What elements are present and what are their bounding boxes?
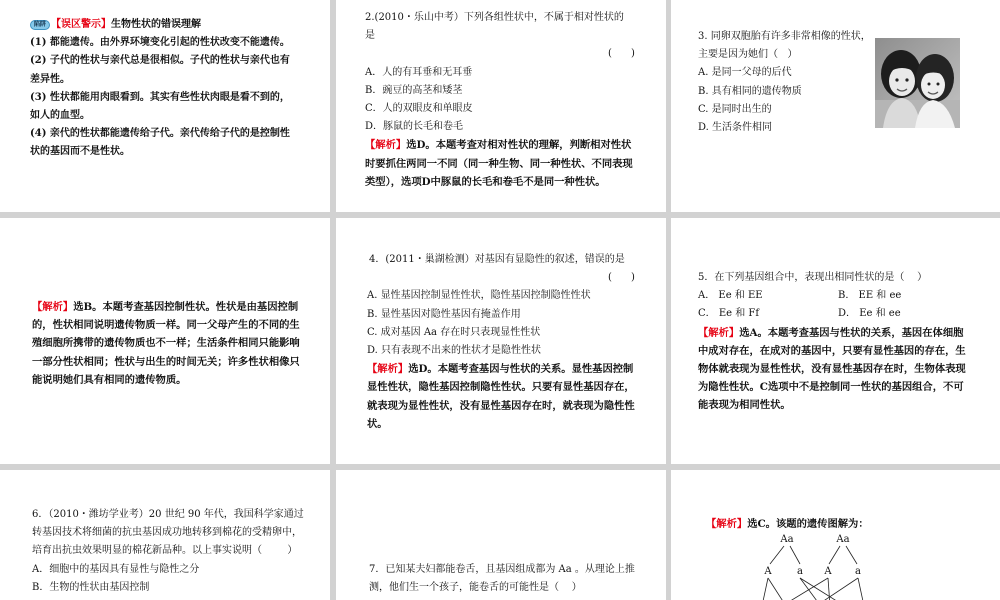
question-block <box>369 561 635 597</box>
analysis-line <box>32 298 300 316</box>
question-text: 6．（2010・潍坊学业考）20 世纪 90 年代，我国科学家通过 <box>32 509 304 520</box>
gamete-label: A <box>764 566 772 577</box>
option-b: B． EE 和 ee <box>838 290 902 302</box>
question-text: 测，他们生一个孩子，能卷舌的可能性是（ ） <box>369 582 582 594</box>
option-d: D． Ee 和 ee <box>838 308 901 320</box>
slide-8-question-7[interactable] <box>336 470 666 600</box>
analysis-line: 殖细胞所携带的遗传物质也不一样；生活条件相同只能影响 <box>32 337 300 350</box>
analysis-text: 选B。本题考查基因控制性状。性状是由基因控制 <box>73 301 299 313</box>
answer-blank: ( ) <box>608 48 635 60</box>
analysis-line: 类型），选项D中豚鼠的长毛和卷毛不是同一种性状。 <box>365 175 606 188</box>
option-b: B．豌豆的高茎和矮茎 <box>365 84 463 96</box>
option-a: A． Ee 和 EE <box>698 290 763 302</box>
tips-block <box>30 16 290 162</box>
question-text: 7．已知某夫妇都能卷舌，且基因组成都为 Aa 。从理论上推 <box>369 564 635 575</box>
analysis-line: 状。 <box>367 417 388 430</box>
analysis-tag: 【解析】 <box>365 139 407 152</box>
analysis-line: 时要抓住两同一不同（同一种生物、同一种性状、不同表现 <box>365 157 633 170</box>
option-d: D. 生活条件相同 <box>698 121 773 133</box>
analysis-line: 能表现为相同性状。 <box>698 399 791 412</box>
option-a: A. 显性基因控制显性性状，隐性基因控制隐性性状 <box>367 290 591 302</box>
tips-line: (3) 性状都能用肉眼看到。其实有些性状肉眼是看不到的， <box>30 91 290 103</box>
question-text: 主要是因为她们（ ） <box>698 49 798 61</box>
analysis-line: 物体就表现为显性性状，没有显性基因存在时，生物体表现 <box>698 362 966 375</box>
option-d: D．豚鼠的长毛和卷毛 <box>365 121 464 133</box>
question-text: 3. 同卵双胞胎有许多非常相像的性状， <box>698 31 871 42</box>
slide-2-question-2[interactable] <box>336 0 666 212</box>
option-c: C. 是同时出生的 <box>698 103 772 115</box>
slide-9-analysis-7[interactable] <box>671 470 1000 600</box>
gamete-label: a <box>855 566 861 577</box>
analysis-tag: 【解析】 <box>32 301 74 313</box>
analysis-text: 选D。本题考查基因与性状的关系。显性基因控制 <box>408 363 634 376</box>
analysis-tag: 【解析】 <box>706 518 748 530</box>
parent-genotype-1: Aa <box>780 534 794 545</box>
parent-genotype-2: Aa <box>836 534 850 545</box>
analysis-line: 就表现为显性性状，没有显性基因存在时，就表现为隐性性 <box>367 399 635 412</box>
option-row <box>698 287 966 305</box>
analysis-block <box>32 298 300 389</box>
analysis-line: 能说明她们具有相同的遗传物质。 <box>32 373 187 386</box>
analysis-line: 显性性状，隐性基因控制隐性性状。只要有显性基因存在， <box>367 381 635 394</box>
tips-line: 如人的血型。 <box>30 109 90 121</box>
tips-heading-tag: 【误区警示】 <box>51 19 112 30</box>
tips-badge: 陷阱 <box>30 20 50 30</box>
tips-heading-line <box>30 16 290 34</box>
gamete-label: A <box>824 566 832 577</box>
question-text: 培育出抗虫效果明显的棉花新品种。以上事实说明（ ） <box>32 545 298 557</box>
analysis-line: 的，性状相同说明遗传物质一样。同一父母产生的不同的生 <box>32 319 300 332</box>
analysis-line <box>698 324 966 342</box>
option-b: B. 显性基因对隐性基因有掩盖作用 <box>367 308 521 320</box>
inheritance-diagram <box>671 470 1000 600</box>
option-a: A. 是同一父母的后代 <box>698 67 792 79</box>
question-text: 5．在下列基因组合中，表现出相同性状的是（ ） <box>698 272 928 283</box>
slide-3-question-3[interactable] <box>671 0 1000 212</box>
analysis-line <box>365 136 635 154</box>
question-text: 2.(2010・乐山中考）下列各组性状中，不属于相对性状的 <box>365 12 624 23</box>
answer-blank: ( ) <box>608 272 635 284</box>
tips-heading: 生物性状的错误理解 <box>111 19 202 30</box>
question-text: 是 <box>365 30 375 42</box>
tips-line: (1) 都能遗传。由外界环境变化引起的性状改变不能遗传。 <box>30 37 290 49</box>
question-text: 转基因技术将细菌的抗虫基因成功地转移到棉花的受精卵中， <box>32 527 302 539</box>
slide-1-misconception-tips[interactable] <box>0 0 330 212</box>
analysis-text: 选D。本题考查对相对性状的理解，判断相对性状 <box>406 139 632 152</box>
diagram-lines <box>759 546 867 600</box>
analysis-text: 选C。该题的遗传图解为： <box>747 518 869 530</box>
analysis-line: 为隐性性状。C选项中不是控制同一性状的基因组合，不可 <box>698 381 964 394</box>
question-block <box>698 269 966 415</box>
option-row <box>698 305 966 323</box>
analysis-line <box>367 360 635 378</box>
gamete-label: a <box>797 566 803 577</box>
tips-line: (2) 子代的性状与亲代总是很相似。子代的性状与亲代也有 <box>30 55 290 67</box>
option-c: C. 成对基因 Aa 存在时只表现显性性状 <box>367 326 541 338</box>
tips-line: (4) 亲代的性状都能遗传给子代。亲代传给子代的是控制性 <box>30 128 290 140</box>
option-b: B．生物的性状由基因控制 <box>32 581 150 593</box>
question-block <box>367 251 635 433</box>
question-text: 4．(2011・巢湖检测）对基因有显隐性的叙述，错误的是 <box>369 254 625 265</box>
analysis-line: 中成对存在，在成对的基因中，只要有显性基因的存在，生 <box>698 344 966 357</box>
twins-photo <box>875 38 960 128</box>
question-block <box>365 9 635 191</box>
tips-line: 状的基因而不是性状。 <box>30 146 130 158</box>
option-b: B. 具有相同的遗传物质 <box>698 85 802 97</box>
option-c: C．人的双眼皮和单眼皮 <box>365 102 473 114</box>
tips-line: 差异性。 <box>30 73 70 85</box>
option-c: C． Ee 和 Ff <box>698 308 760 320</box>
analysis-text: 选A。本题考查基因与性状的关系，基因在体细胞 <box>739 326 964 339</box>
slide-5-question-4[interactable] <box>336 218 666 464</box>
analysis-line: 一部分性状相同；性状与出生的时间无关；许多性状相像只 <box>32 355 300 368</box>
option-d: D. 只有表现不出来的性状才是隐性性状 <box>367 344 542 356</box>
slide-6-question-5[interactable] <box>671 218 1000 464</box>
option-a: A．细胞中的基因具有显性与隐性之分 <box>32 563 200 575</box>
analysis-tag: 【解析】 <box>698 326 740 339</box>
slide-7-question-6[interactable] <box>0 470 330 600</box>
question-block <box>32 506 304 597</box>
question-block <box>698 28 871 137</box>
slide-4-analysis-3[interactable] <box>0 218 330 464</box>
option-a: A．人的有耳垂和无耳垂 <box>365 66 473 78</box>
analysis-tag: 【解析】 <box>367 363 409 376</box>
